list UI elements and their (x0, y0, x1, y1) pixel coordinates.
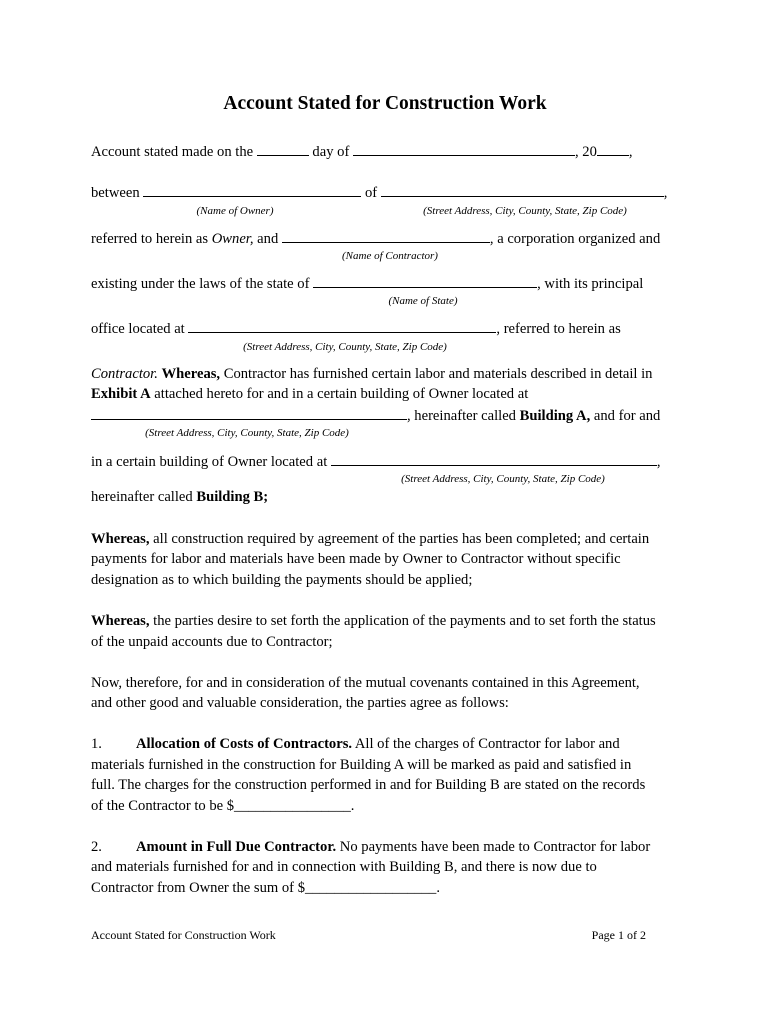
line-office: office located at , referred to herein as (91, 318, 621, 339)
section1-line3: full. The charges for the construction performed in and for Building B are stated on the records (91, 777, 646, 793)
line-between: between of , (91, 182, 667, 203)
para2-line2: of the unpaid accounts due to Contractor; (91, 634, 333, 650)
section1-number: 1. (91, 736, 102, 752)
para1-line3: designation as to which building the payments should be applied; (91, 572, 473, 588)
document-title: Account Stated for Construction Work (223, 93, 547, 114)
state-blank[interactable] (313, 273, 537, 288)
footer-page-number: Page 1 of 2 (591, 928, 646, 942)
caption-building-a-address: (Street Address, City, County, State, Zip Code) (145, 427, 349, 439)
line-building-b-location: in a certain building of Owner located at , (91, 451, 661, 472)
caption-contractor: (Name of Contractor) (342, 250, 438, 262)
section2-line2: and materials furnished for and in connection with Building B, and there is now due to (91, 859, 597, 875)
owner-name-blank[interactable] (143, 182, 361, 197)
line-owner: referred to herein as Owner, and , a corporation organized and (91, 228, 660, 249)
para1-line2: payments for labor and materials have been made by Owner to Contractor without specific (91, 551, 621, 567)
building-b-address-blank[interactable] (331, 451, 657, 466)
section1-line4: of the Contractor to be $________________. (91, 798, 355, 814)
office-address-blank[interactable] (188, 318, 496, 333)
section2-heading: Amount in Full Due Contractor. (136, 839, 337, 855)
caption-owner: (Name of Owner) (196, 205, 274, 217)
line-building-a: , hereinafter called Building A, and for and (91, 405, 660, 426)
footer-title: Account Stated for Construction Work (91, 928, 276, 942)
year-blank[interactable] (597, 141, 629, 156)
building-a-address-blank[interactable] (91, 405, 407, 420)
owner-address-blank[interactable] (381, 182, 664, 197)
caption-state: (Name of State) (388, 295, 458, 307)
line-state: existing under the laws of the state of , with its principal (91, 273, 643, 294)
section1-line2: materials furnished in the construction for Building A will be marked as paid and satisfied in (91, 757, 632, 773)
para3-line1: Now, therefore, for and in consideration of the mutual covenants contained in this Agreement, (91, 675, 640, 691)
section1-heading: Allocation of Costs of Contractors. (136, 736, 353, 752)
para2-line1: Whereas, the parties desire to set forth the application of the payments and to set forth the status (91, 613, 656, 629)
section2-line3: Contractor from Owner the sum of $__________________. (91, 880, 440, 896)
month-blank[interactable] (353, 141, 575, 156)
section2-line1: 2. Amount in Full Due Contractor. No payments have been made to Contractor for labor (91, 839, 651, 855)
caption-office-address: (Street Address, City, County, State, Zip Code) (243, 341, 447, 353)
day-blank[interactable] (257, 141, 309, 156)
section2-number: 2. (91, 839, 102, 855)
para3-line2: and other good and valuable consideration, the parties agree as follows: (91, 695, 509, 711)
contractor-name-blank[interactable] (282, 228, 490, 243)
line-exhibit: Exhibit A attached hereto for and in a certain building of Owner located at (91, 386, 529, 402)
section1-line1: 1. Allocation of Costs of Contractors. All of the charges of Contractor for labor and (91, 736, 620, 752)
para1-line1: Whereas, all construction required by agreement of the parties has been completed; and certain (91, 531, 650, 547)
caption-building-b-address: (Street Address, City, County, State, Zip Code) (401, 473, 605, 485)
line-contractor: Contractor. Whereas, Contractor has furnished certain labor and materials described in detail in (91, 366, 653, 382)
line-building-b: hereinafter called Building B; (91, 489, 269, 505)
line-date: Account stated made on the day of , 20 , (91, 141, 633, 162)
caption-owner-address: (Street Address, City, County, State, Zip Code) (423, 205, 627, 217)
